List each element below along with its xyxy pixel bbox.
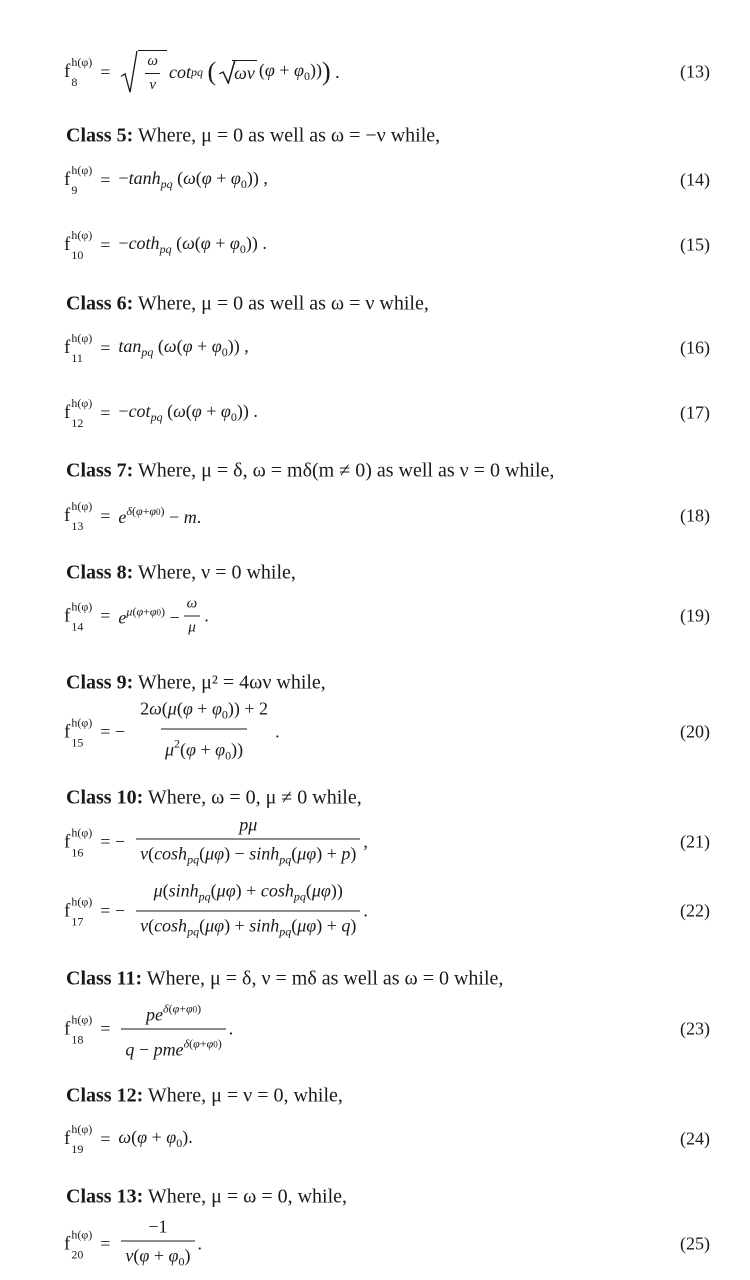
equation-19: f h(φ) 14 = $e^{\mu(\varphi+\varphi 0)}$ − $\frac{\omega}{\mu}$ . (19)	[64, 595, 710, 636]
class-11-condition: Class 11: Where, μ = δ, ν = mδ as well as ω = 0 while,	[66, 967, 504, 990]
equation-14: f h(φ) 9 = $-\tanh_{pq}$ $(\omega(\varphi + \varphi_0))$ , (14)	[64, 163, 710, 197]
class-13-condition: Class 13: Where, μ = ω = 0, while,	[66, 1185, 348, 1208]
equation-number: (17)	[680, 402, 710, 423]
equation-number: (23)	[680, 1018, 710, 1039]
class-10-condition: Class 10: Where, ω = 0, μ ≠ 0 while,	[66, 786, 362, 809]
equation-13: f h(φ) 8 = $\frac{\omega}{\nu}$ cot pq ( ων $(\varphi + \varphi_0)$) ) . (13)	[64, 72, 710, 73]
equation-15: f h(φ) 10 = −coth$_{pq}$ $(\omega(\varphi + \varphi_0))$ . (15)	[64, 228, 710, 262]
equation-number: (24)	[680, 1128, 710, 1149]
equation-21: f h(φ) 16 = − $\frac{p\mu}{\nu(\cosh_{pq}(\mu\varphi) - \sinh_{pq}(\mu\varphi) + p)}$ , (21)	[64, 842, 710, 843]
equation-18: f h(φ) 13 = $e^{\delta(\varphi+\varphi 0)} - m$. (18)	[64, 499, 710, 533]
equation-22: f h(φ) 17 = − $\frac{\mu(\sinh_{pq}(\mu\varphi) + \cosh_{pq}(\mu\varphi))}{\nu(\cosh_{pq}(\mu\varphi) + \sinh_{pq}(\mu\varphi) + q)}$ . (22)	[64, 911, 710, 912]
equation-17: f h(φ) 12 = $-\cot_{pq}$ $(\omega(\varphi + \varphi_0))$ . (17)	[64, 396, 710, 430]
class-6-condition: Class 6: Where, μ = 0 as well as ω = ν while,	[66, 292, 429, 315]
equation-number: (18)	[680, 505, 710, 526]
square-root: ων	[218, 60, 257, 84]
square-root: $\frac{\omega}{\nu}$	[120, 50, 167, 94]
equation-number: (21)	[680, 831, 710, 852]
equation-number: (20)	[680, 721, 710, 742]
equation-16: f h(φ) 11 = $\tan_{pq} (\omega(\varphi + \varphi_0))$ , (16)	[64, 331, 710, 365]
equation-number: (13)	[680, 61, 710, 82]
equation-25: f h(φ) 20 = $\frac{-1}{\nu(\varphi + \varphi_0)}$ . (25)	[64, 1244, 710, 1245]
equation-number: (15)	[680, 234, 710, 255]
class-8-condition: Class 8: Where, ν = 0 while,	[66, 561, 296, 584]
class-7-condition: Class 7: Where, μ = δ, ω = mδ(m ≠ 0) as well as ν = 0 while,	[66, 459, 555, 482]
equation-number: (19)	[680, 605, 710, 626]
class-12-condition: Class 12: Where, μ = ν = 0, while,	[66, 1084, 343, 1107]
equation-lhs: f h(φ) 8	[64, 55, 93, 89]
equation-24: f h(φ) 19 = $\omega(\varphi + \varphi_0)$. (24)	[64, 1122, 710, 1156]
equation-number: (16)	[680, 337, 710, 358]
equation-20: f h(φ) 15 = − $\frac{2\omega(\mu(\varphi + \varphi_0)) + 2}{\mu^2(\varphi + \varphi_0))}$ . (20)	[64, 732, 710, 733]
equation-number: (14)	[680, 169, 710, 190]
class-5-condition: Class 5: Where, μ = 0 as well as ω = −ν while,	[66, 124, 441, 147]
equation-23: f h(φ) 18 = $\frac{pe^{\delta(\varphi+\varphi 0)}}{q - pme^{\delta(\varphi+\varphi 0)}}$ . (23)	[64, 1001, 710, 1060]
equation-number: (25)	[680, 1233, 710, 1254]
class-9-condition: Class 9: Where, μ² = 4ων while,	[66, 671, 326, 694]
equation-number: (22)	[680, 900, 710, 921]
